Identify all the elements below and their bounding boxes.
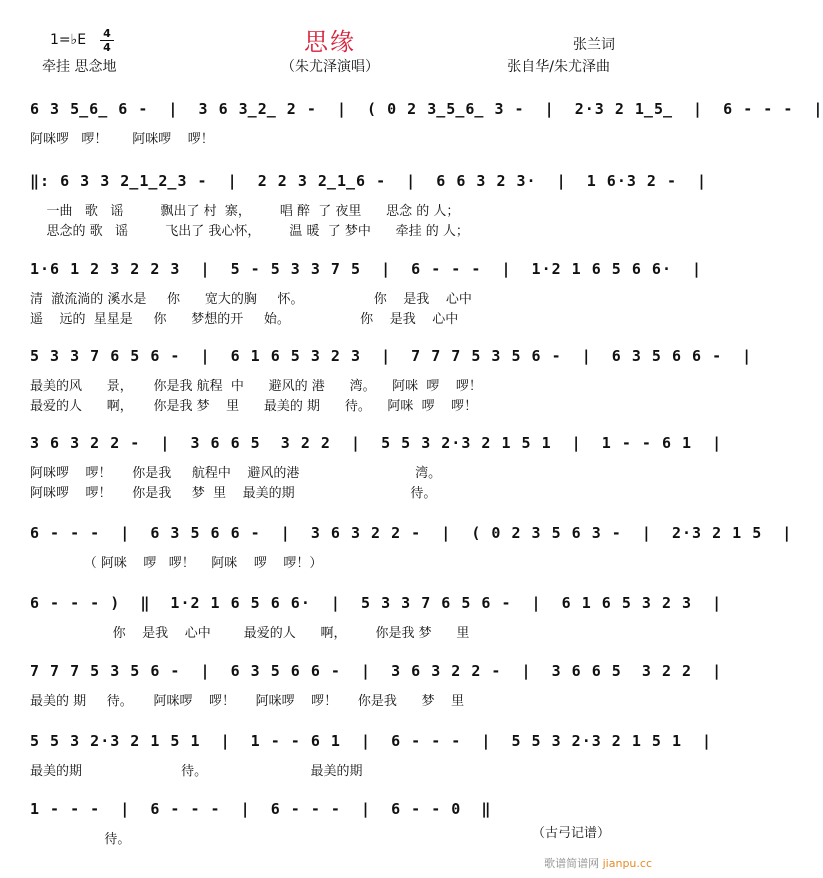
notation-line: 7 7 7 5 3 5 6 - | 6 3 5 6 6 - | 3 6 3 2 2 - | 3 6 6 5 3 2 2 | (30, 662, 723, 680)
time-denominator: 4 (103, 41, 111, 54)
lyricist-credit: 张兰词 (573, 37, 615, 53)
composer-credit: 张自华/朱尤泽曲 (507, 59, 610, 75)
singer-credit: （朱尤泽演唱） (281, 59, 379, 75)
lyric-verse-2: 阿咪啰 啰！ 你是我 梦 里 最美的期 待。 (30, 486, 437, 501)
notation-line: 6 - - - ) ‖ 1·2 1 6 5 6 6· | 5 3 3 7 6 5 6 - | 6 1 6 5 3 2 3 | (30, 594, 723, 612)
watermark-prefix: 歌谱简谱网 (544, 857, 603, 870)
time-numerator: 4 (103, 27, 111, 40)
expression-mark: 牵挂 思念地 (42, 59, 117, 75)
lyric-verse-1: 最美的 期 待。 阿咪啰 啰！ 阿咪啰 啰！ 你是我 梦 里 (30, 694, 465, 709)
key-signature: 1=♭E (50, 32, 87, 48)
notation-line: ‖: 6 3 3 2̲1̲2̲3 - | 2 2 3 2̲1̲6 - | 6 6 3 2 3· | 1 6·3 2 - | (30, 172, 708, 190)
notation-line: 3 6 3 2 2 - | 3 6 6 5 3 2 2 | 5 5 3 2·3 2 1 5 1 | 1 - - 6 1 | (30, 434, 723, 452)
site-watermark (544, 855, 652, 871)
lyric-verse-1: 最美的期 待。 最美的期 (30, 764, 363, 779)
lyric-verse-1: 待。 (30, 832, 131, 847)
lyric-verse-1: 清 澈流淌的 溪水是 你 宽大的胸 怀。 你 是我 心中 (30, 292, 472, 307)
song-title: 思缘 (304, 28, 356, 56)
lyric-verse-2: 遥 远的 星星是 你 梦想的开 始。 你 是我 心中 (30, 312, 459, 327)
notation-line: 6 3 5̲6̲ 6 - | 3 6 3̲2̲ 2 - | ( 0 2 3̲5̲6̲ 3 - | 2·3 2 1̲5̲ | 6 - - - | (30, 100, 823, 118)
lyric-verse-2: 思念的 歌 谣 飞出了 我心怀， 温 暖 了 梦中 牵挂 的 人； (30, 224, 469, 239)
lyric-verse-1: 阿咪啰 啰！ 阿咪啰 啰！ (30, 132, 214, 147)
lyric-interlude: （ 阿咪 啰 啰！ 阿咪 啰 啰！） (30, 556, 323, 571)
lyric-verse-2: 最爱的人 啊， 你是我 梦 里 最美的 期 待。 阿咪 啰 啰！ (30, 399, 478, 414)
notation-line: 1 - - - | 6 - - - | 6 - - - | 6 - - 0 ‖ (30, 800, 492, 818)
watermark-site: jianpu.cc (602, 857, 652, 870)
notation-line: 5 3 3 7 6 5 6 - | 6 1 6 5 3 2 3 | 7 7 7 5 3 5 6 - | 6 3 5 6 6 - | (30, 347, 753, 365)
lyric-verse-1: 阿咪啰 啰！ 你是我 航程中 避风的港 湾。 (30, 466, 442, 481)
lyric-verse-1: 你 是我 心中 最爱的人 啊， 你是我 梦 里 (30, 626, 470, 641)
score-header (0, 0, 660, 80)
lyric-verse-1: 一曲 歌 谣 飘出了 村 寨， 唱 醉 了 夜里 思念 的 人； (30, 204, 460, 219)
notation-line: 5 5 3 2·3 2 1 5 1 | 1 - - 6 1 | 6 - - - | 5 5 3 2·3 2 1 5 1 | (30, 732, 713, 750)
lyric-verse-1: 最美的风 景， 你是我 航程 中 避风的 港 湾。 阿咪 啰 啰！ (30, 379, 482, 394)
notation-line: 6 - - - | 6 3 5 6 6 - | 3 6 3 2 2 - | ( 0 2 3 5 6 3 - | 2·3 2 1 5 | (30, 524, 793, 542)
notation-line: 1·6 1 2 3 2 2 3 | 5 - 5 3 3 7 5 | 6 - - - | 1·2 1 6 5 6 6· | (30, 260, 703, 278)
transcriber-note: （古弓记谱） (531, 826, 610, 841)
